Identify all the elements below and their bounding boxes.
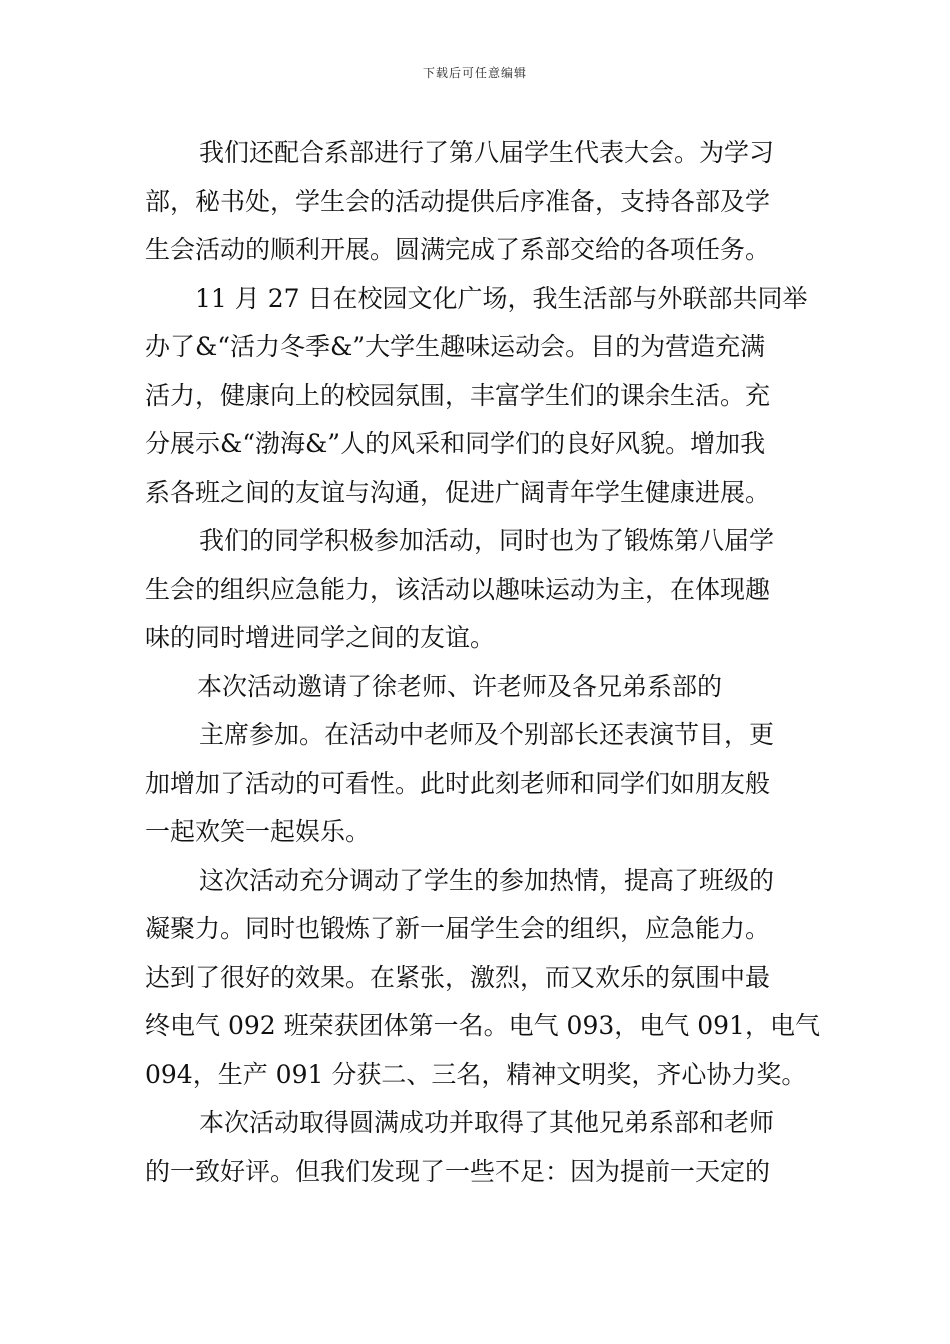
text-line: 这次活动充分调动了学生的参加热情，提高了班级的 — [199, 865, 775, 895]
text-line: 本次活动取得圆满成功并取得了其他兄弟系部和老师 — [199, 1108, 775, 1137]
text-line: 系各班之间的友谊与沟通，促进广阔青年学生健康进展。 — [145, 477, 771, 507]
text-line: 分展示&“渤海&”人的风采和同学们的良好风貌。增加我 — [145, 429, 766, 458]
text-line: 活力，健康向上的校园氛围，丰富学生们的课余生活。充 — [145, 380, 771, 410]
text-line: 一起欢笑一起娱乐。 — [145, 817, 371, 846]
text-line: 主席参加。在活动中老师及个别部长还表演节目，更 — [199, 720, 775, 749]
text-line: 我们还配合系部进行了第八届学生代表大会。为学习 — [199, 138, 775, 167]
text-line: 味的同时增进同学之间的友谊。 — [145, 623, 496, 652]
document-body — [145, 129, 820, 1196]
text-line: 我们的同学积极参加活动，同时也为了锻炼第八届学 — [199, 526, 775, 555]
text-line: 生会的组织应急能力，该活动以趣味运动为主，在体现趣 — [145, 574, 771, 604]
text-line: 094，生产 091 分获二、三名，精神文明奖，齐心协力奖。 — [145, 1059, 807, 1089]
text-line: 生会活动的顺利开展。圆满完成了系部交给的各项任务。 — [145, 235, 771, 264]
text-line: 部，秘书处，学生会的活动提供后序准备，支持各部及学 — [145, 186, 771, 216]
text-line: 凝聚力。同时也锻炼了新一届学生会的组织，应急能力。 — [145, 914, 771, 943]
text-line: 终电气 092 班荣获团体第一名。电气 093，电气 091，电气 — [145, 1011, 820, 1040]
text-line: 11 月 27 日在校园文化广场，我生活部与外联部共同举 — [195, 283, 808, 313]
text-line: 的一致好评。但我们发现了一些不足：因为提前一天定的 — [145, 1156, 771, 1186]
text-line: 办了&“活力冬季&”大学生趣味运动会。目的为营造充满 — [145, 332, 766, 361]
page-header: 下载后可任意编辑 — [422, 66, 527, 80]
text-line: 达到了很好的效果。在紧张，激烈，而又欢乐的氛围中最 — [145, 962, 771, 992]
text-line: 加增加了活动的可看性。此时此刻老师和同学们如朋友般 — [145, 768, 771, 798]
text-line: 本次活动邀请了徐老师、许老师及各兄弟系部的 — [197, 671, 723, 701]
